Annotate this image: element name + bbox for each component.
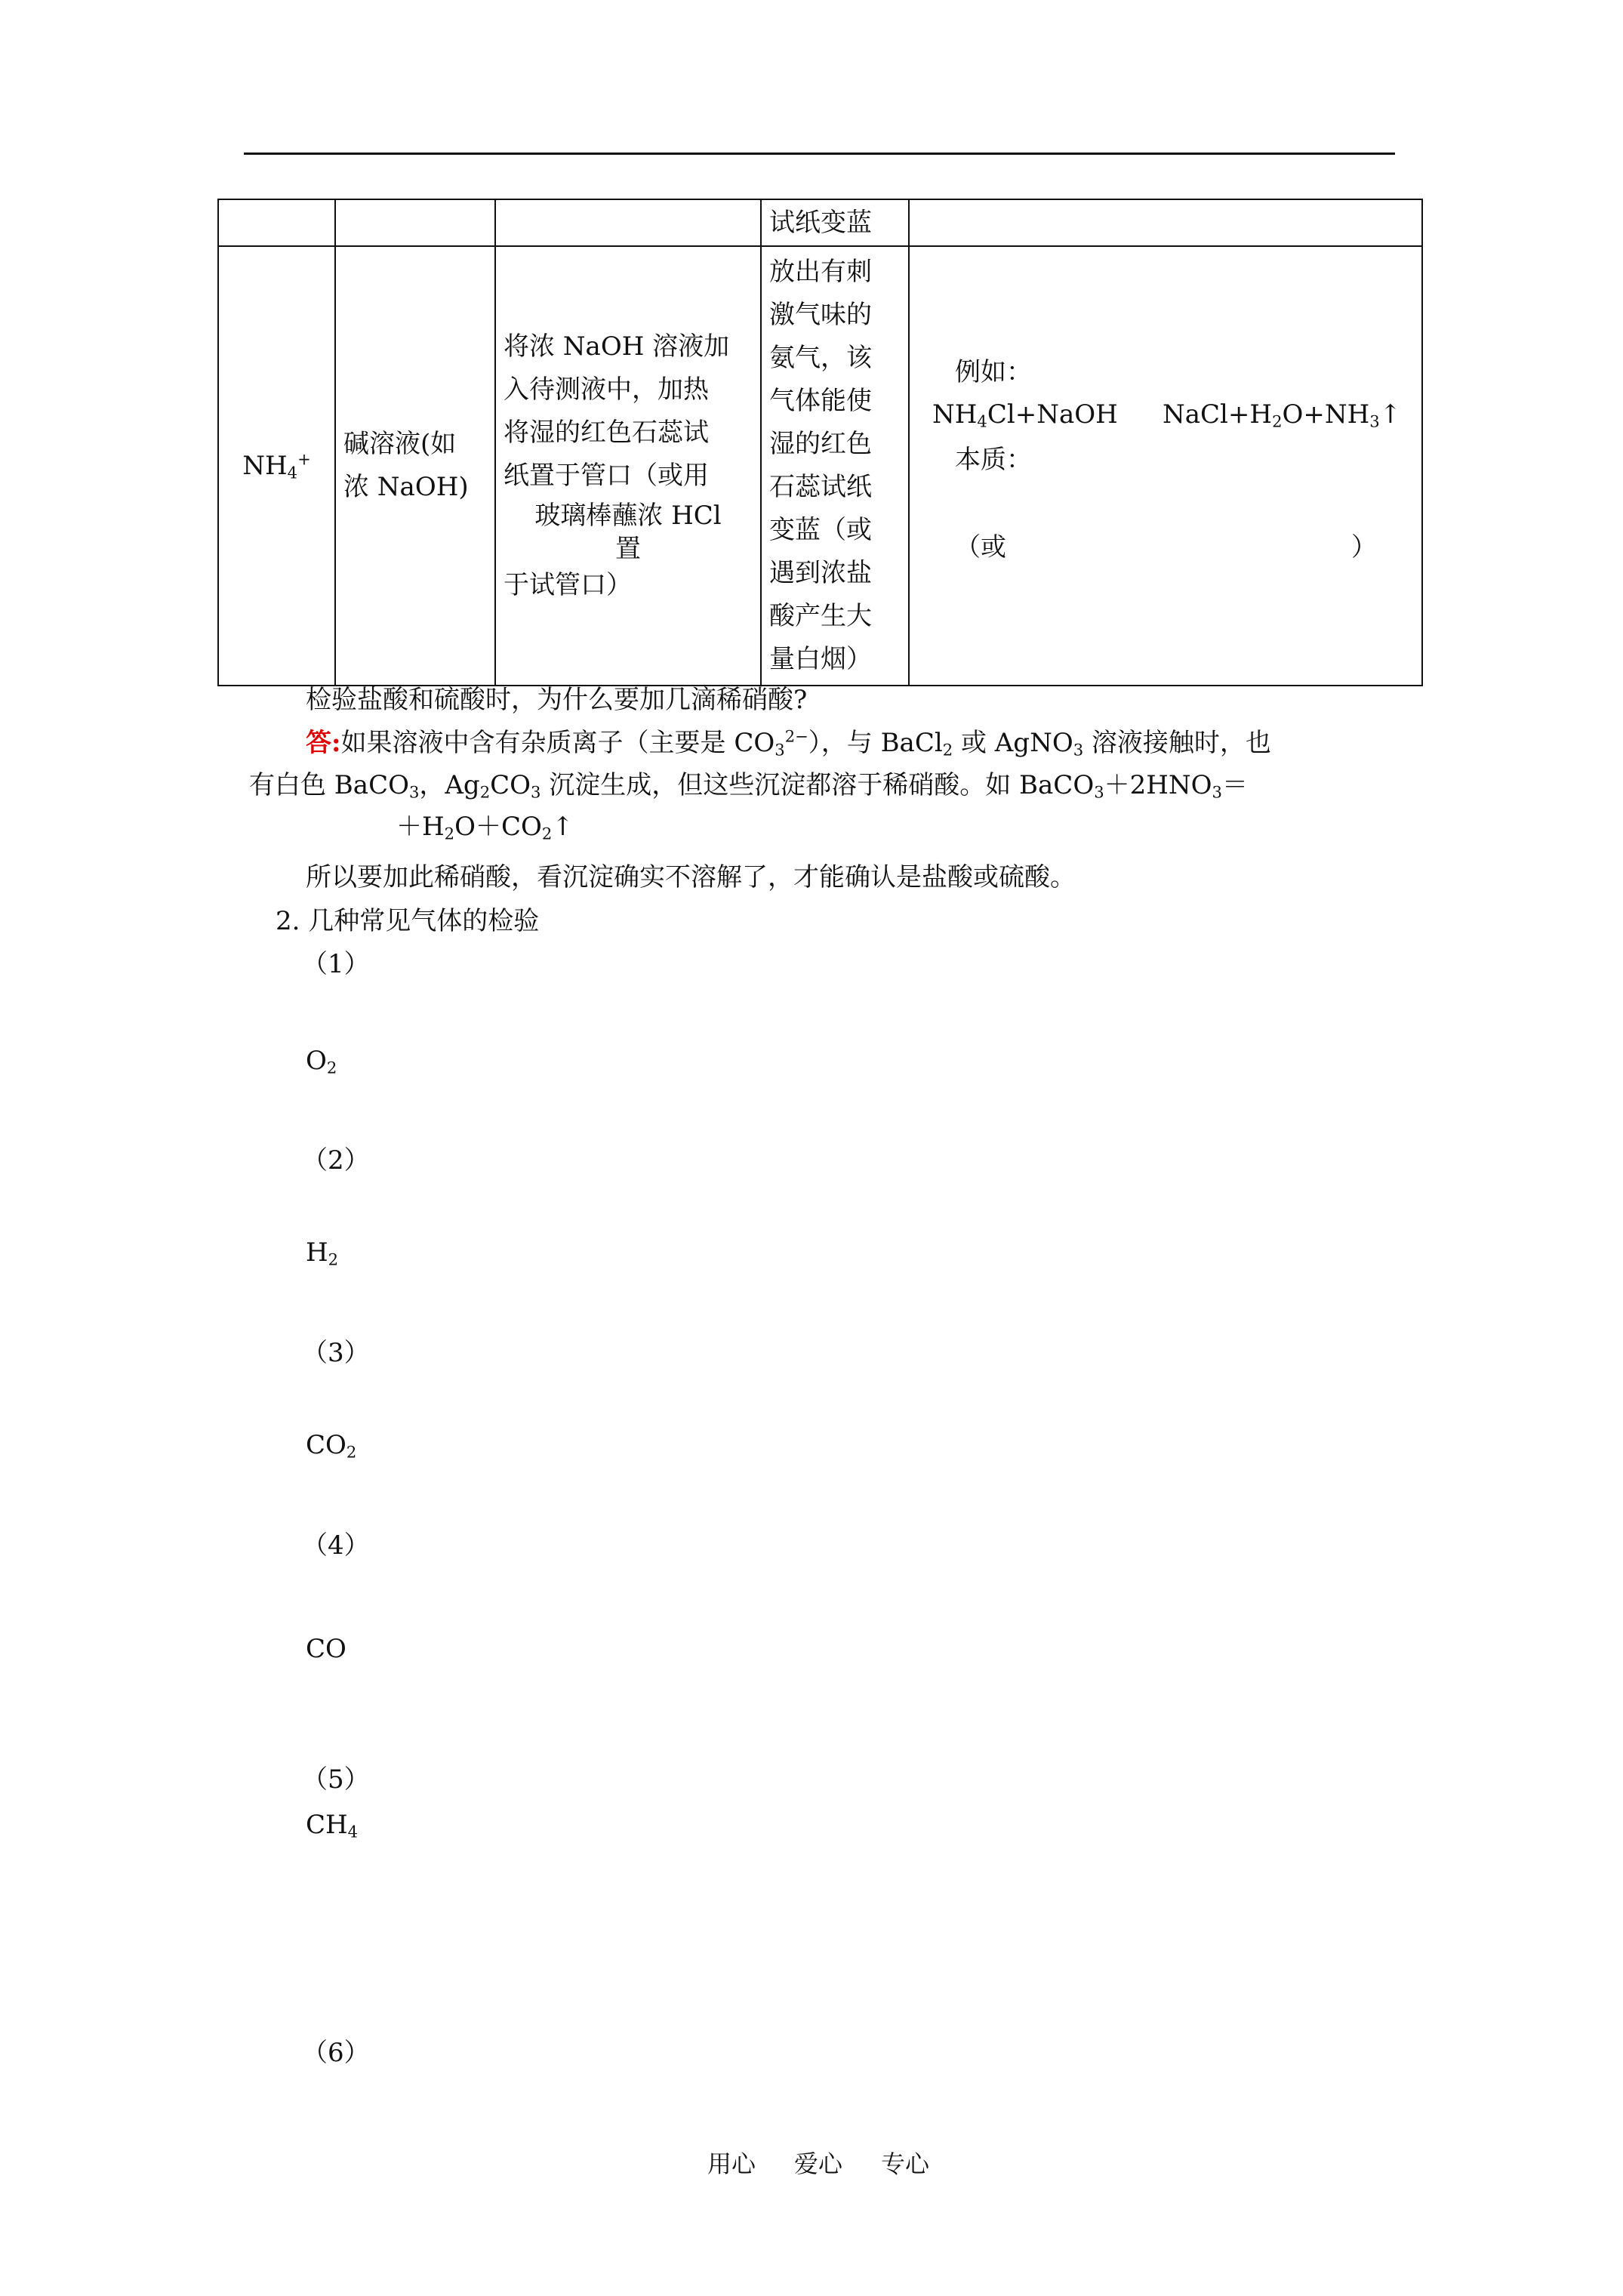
gas-formula: CO: [306, 1634, 346, 1664]
phenomenon-line: 酸产生大: [769, 601, 872, 631]
equation-left: $NH_4Cl+NaOH$: [932, 399, 1118, 431]
answer-line-2: 有白色 BaCO$_3$，$Ag_2CO_3$ 沉淀生成，但这些沉淀都溶于稀硝酸。如 $BaCO_3+2HNO_3=$: [249, 770, 1248, 802]
phenomenon-line: 石蕊试纸: [769, 472, 872, 502]
equation-alt-open: （或: [955, 532, 1006, 563]
gas-formula: $CO_2$: [306, 1430, 357, 1462]
phenomenon-cell: [761, 246, 909, 686]
footer-word: 专心: [881, 2150, 930, 2178]
phenomenon-cell: [761, 199, 909, 246]
procedure-line: 于试管口）: [504, 569, 632, 600]
answer-label: 答:: [306, 728, 341, 758]
gas-formula: $H_2$: [306, 1237, 339, 1269]
procedure-line: 入待测液中，加热: [504, 374, 709, 405]
phenomenon-line: 激气味的: [769, 300, 872, 330]
procedure-cell: [495, 246, 761, 686]
procedure-line: 置: [615, 533, 641, 564]
header-rule: [244, 153, 1395, 155]
gas-number: （4）: [302, 1530, 370, 1561]
reagent-cell: [335, 199, 495, 246]
gas-number: （3）: [302, 1338, 370, 1368]
equation-cell: [909, 246, 1422, 686]
procedure-line: 纸置于管口（或用: [504, 460, 709, 491]
equation-essence-label: 本质：: [955, 445, 1032, 475]
procedure-cell: [495, 199, 761, 246]
answer-line-1: 答:如果溶液中含有杂质离子（主要是 $CO_3^{2-}$），与 BaCl$_2$ 或 AgNO$_3$ 溶液接触时，也: [306, 726, 1271, 760]
section-title: 2. 几种常见气体的检验: [276, 906, 540, 936]
reagent-cell: [335, 246, 495, 686]
answer-line-3: $+H_2O+CO_2↑$: [396, 812, 574, 843]
reagent-line: 碱溶液(如: [343, 429, 457, 459]
footer-word: 用心: [707, 2150, 756, 2178]
equation-cell: [909, 199, 1422, 246]
procedure-line: 将浓 NaOH 溶液加: [504, 331, 730, 362]
equation-example-label: 例如：: [955, 356, 1032, 387]
equation-alt-close: ）: [1351, 532, 1377, 563]
footer-word: 爱心: [794, 2150, 843, 2178]
gas-number: （6）: [302, 2038, 370, 2068]
phenomenon-line: 湿的红色: [769, 429, 872, 459]
gas-formula: $CH_4$: [306, 1810, 359, 1841]
phenomenon-line: 放出有刺: [769, 257, 872, 287]
gas-formula: $O_2$: [306, 1046, 337, 1077]
table-row: [218, 246, 1422, 686]
phenomenon-text: 试纸变蓝: [769, 207, 872, 238]
equation-alt-line: [932, 531, 1414, 576]
equation-line: [932, 398, 1414, 443]
reagent-line: 浓 NaOH): [343, 472, 469, 502]
table-row: [218, 199, 1422, 246]
phenomenon-line: 变蓝（或: [769, 515, 872, 545]
gas-number: （5）: [302, 1764, 370, 1795]
gas-number: （2）: [302, 1145, 370, 1176]
equation-right: $NaCl+H_2O+NH_3↑$: [1163, 399, 1402, 431]
ion-test-table: [217, 199, 1423, 686]
question-text: 检验盐酸和硫酸时，为什么要加几滴稀硝酸?: [306, 685, 808, 715]
phenomenon-line: 氨气，该: [769, 343, 872, 373]
phenomenon-line: 气体能使: [769, 386, 872, 416]
ion-cell: [218, 199, 335, 246]
procedure-line: 将湿的红色石蕊试: [504, 417, 709, 448]
procedure-line: 玻璃棒蘸浓 HCl: [534, 500, 722, 531]
ion-formula: $NH_4^+$: [242, 449, 311, 482]
ion-cell: [218, 246, 335, 686]
phenomenon-line: 量白烟）: [769, 644, 872, 674]
phenomenon-line: 遇到浓盐: [769, 558, 872, 588]
gas-number: （1）: [302, 949, 370, 979]
conclusion-text: 所以要加此稀硝酸，看沉淀确实不溶解了，才能确认是盐酸或硫酸。: [306, 862, 1076, 892]
